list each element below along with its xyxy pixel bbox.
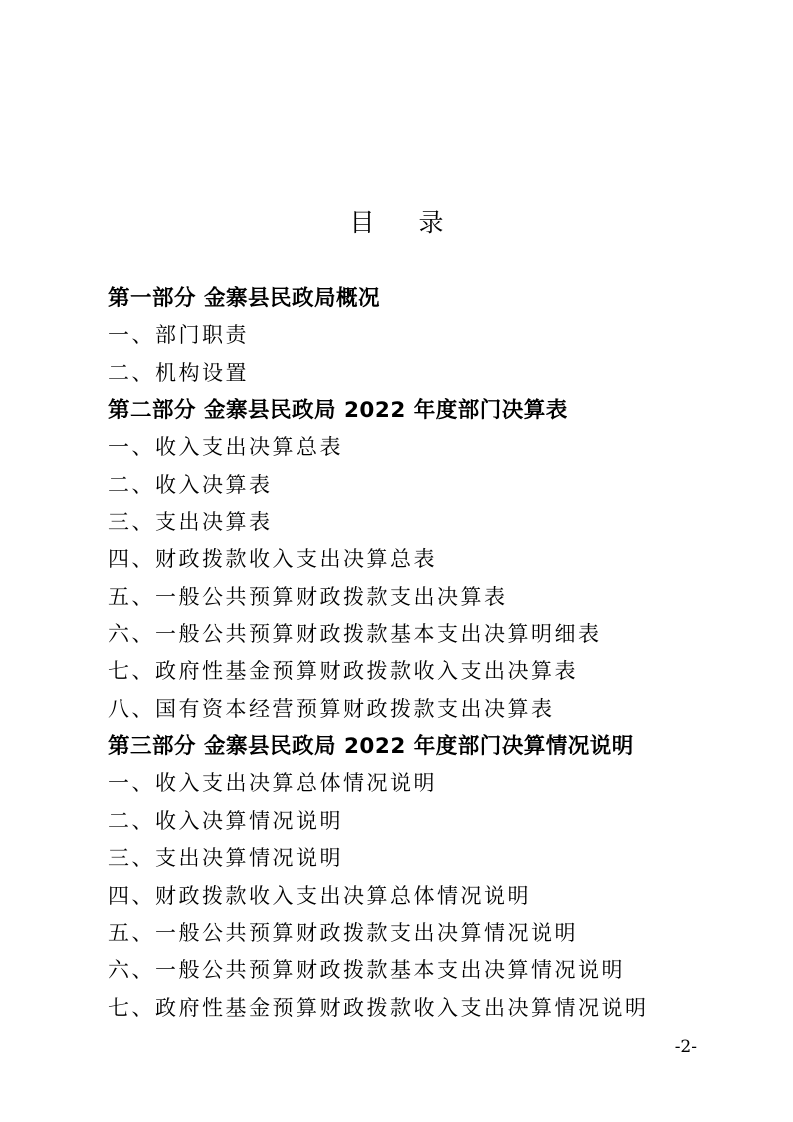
table-of-contents	[108, 280, 748, 1027]
toc-part-heading: 第三部分 金寨县民政局 2022 年度部门决算情况说明	[108, 734, 634, 760]
toc-entry: 四、财政拨款收入支出决算总体情况说明	[108, 883, 531, 908]
toc-entry: 七、政府性基金预算财政拨款收入支出决算表	[108, 659, 578, 684]
page-number: -2-	[674, 1037, 697, 1057]
toc-entry: 六、一般公共预算财政拨款基本支出决算情况说明	[108, 958, 625, 983]
toc-entry: 七、政府性基金预算财政拨款收入支出决算情况说明	[108, 995, 649, 1020]
toc-entry: 三、支出决算情况说明	[108, 846, 343, 871]
toc-entry: 一、部门职责	[108, 323, 249, 348]
toc-entry: 八、国有资本经营预算财政拨款支出决算表	[108, 696, 555, 721]
toc-part-heading: 第二部分 金寨县民政局 2022 年度部门决算表	[108, 398, 568, 424]
toc-entry: 五、一般公共预算财政拨款支出决算情况说明	[108, 920, 578, 945]
toc-part-heading: 第一部分 金寨县民政局概况	[108, 286, 380, 311]
toc-entry: 三、支出决算表	[108, 510, 273, 535]
toc-entry: 二、收入决算情况说明	[108, 808, 343, 833]
toc-entry: 五、一般公共预算财政拨款支出决算表	[108, 584, 508, 609]
toc-entry: 二、收入决算表	[108, 472, 273, 497]
toc-entry: 四、财政拨款收入支出决算总表	[108, 547, 437, 572]
toc-entry: 一、收入支出决算总体情况说明	[108, 771, 437, 796]
toc-entry: 六、一般公共预算财政拨款基本支出决算明细表	[108, 622, 602, 647]
page-title: 目 录	[349, 208, 462, 237]
toc-entry: 一、收入支出决算总表	[108, 435, 343, 460]
toc-entry: 二、机构设置	[108, 360, 249, 385]
